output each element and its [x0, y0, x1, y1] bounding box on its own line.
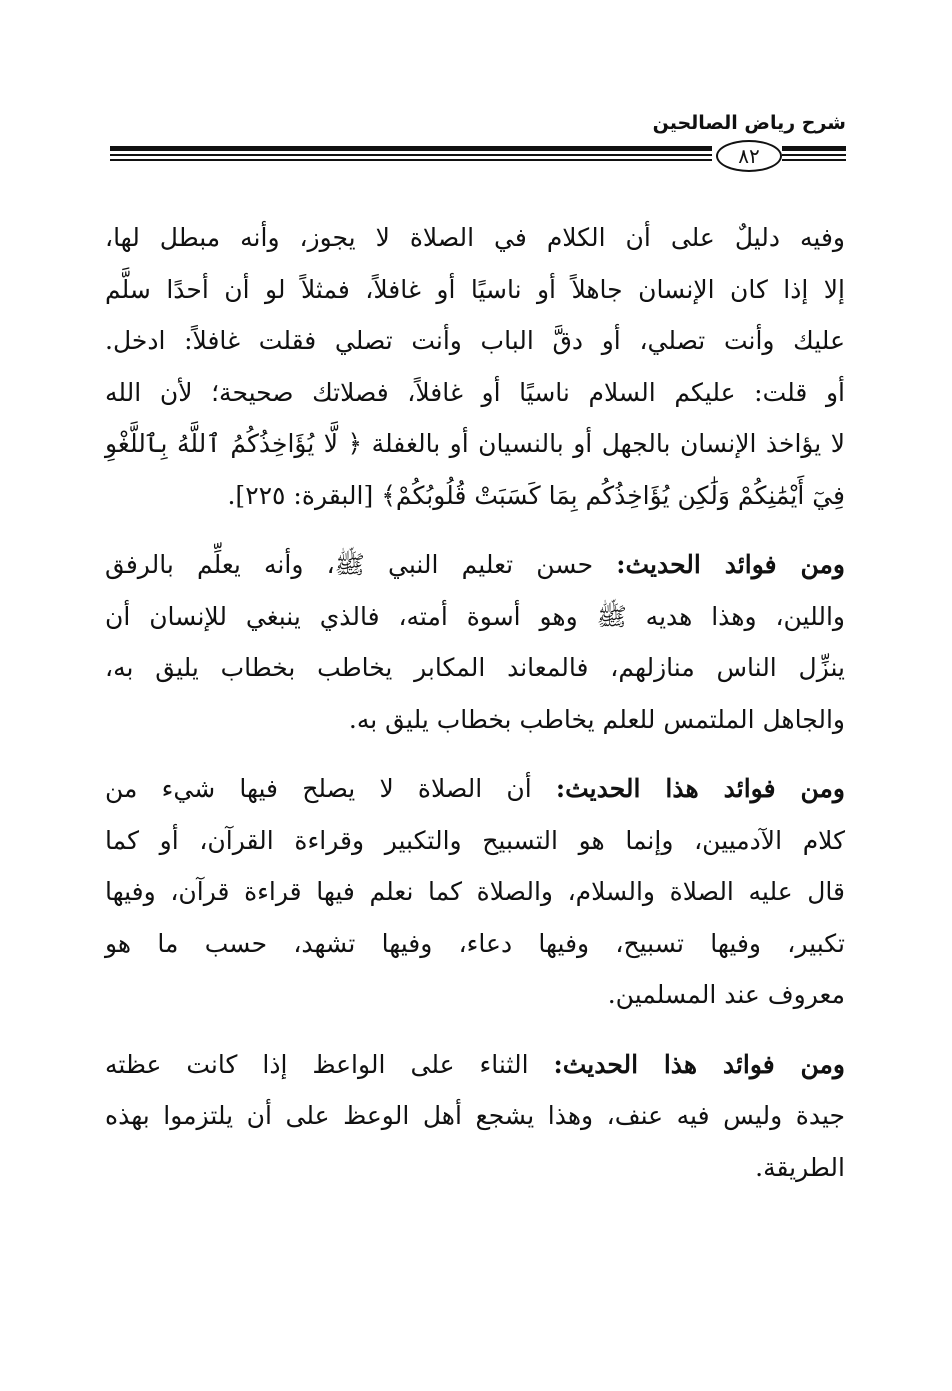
text-line: تكبير، وفيها تسبيح، وفيها دعاء، وفيها تشهد، حسب ما هو — [105, 928, 845, 958]
section-lead: ومن فوائد هذا الحديث: — [553, 1049, 845, 1079]
text-line: إلا إذا كان الإنسان جاهلاً أو ناسيًا أو غافلاً، فمثلاً لو أن أحدًا سلَّم — [105, 274, 845, 304]
text-line: ومن فوائد هذا الحديث: الثناء على الواعظ إذا كانت عظته — [105, 1049, 845, 1079]
text-line: كلام الآدميين، وإنما هو التسبيح والتكبير وقراءة القرآن، أو كما — [105, 825, 845, 855]
text-line — [105, 418, 845, 470]
page-number: ٨٢ — [716, 140, 782, 172]
quran-verse: لا يؤاخذ الإنسان بالجهل أو بالنسيان أو بالغفلة ﴿ لَّا يُؤَاخِذُكُمُ ٱللَّهُ بِٱللَّغْوِ — [105, 429, 845, 458]
section-lead: ومن فوائد هذا الحديث: — [555, 774, 845, 803]
text-line: والجاهل الملتمس للعلم يخاطب بخطاب يليق به. — [348, 704, 845, 734]
page-header — [110, 112, 846, 182]
section-lead: ومن فوائد الحديث: — [616, 550, 846, 579]
text-line: ومن فوائد الحديث: حسن تعليم النبي ﷺ، وأنه يعلِّم بالرفق — [105, 550, 846, 579]
text-line: ينزِّل الناس منازلهم، فالمعاند المكابر يخاطب بخطاب يليق به، — [105, 653, 845, 682]
text-line: وفيه دليلٌ على أن الكلام في الصلاة لا يجوز، وأنه مبطل لها، — [105, 223, 845, 252]
quran-verse: فِيٓ أَيْمَٰنِكُمْ وَلَٰكِن يُؤَاخِذُكُم بِمَا كَسَبَتْ قُلُوبُكُمْ﴾ [البقرة: ٢٢٥]. — [227, 480, 845, 510]
text-line: عليك وأنت تصلي، أو دقَّ الباب وأنت تصلي فقلت غافلاً: ادخل. — [105, 326, 845, 355]
header-rule-short — [782, 146, 846, 162]
text-line: جيدة وليس فيه عنف، وهذا يشجع أهل الوعظ على أن يلتزموا بهذه — [105, 1101, 845, 1130]
book-title: شرح رياض الصالحين — [652, 112, 846, 134]
text-line: واللين، وهذا هديه ﷺ وهو أسوة أمته، فالذي ينبغي للإنسان أن — [105, 601, 845, 631]
text-line: أو قلت: عليكم السلام ناسيًا أو غافلاً، فصلاتك صحيحة؛ لأن الله — [105, 377, 845, 407]
paragraph-1 — [105, 212, 845, 521]
header-rule-long — [110, 146, 712, 162]
paragraph-2 — [105, 539, 845, 745]
text-line: الطريقة. — [755, 1152, 845, 1182]
paragraph-4 — [105, 1039, 845, 1194]
paragraph-3 — [105, 763, 845, 1021]
text-line: قال عليه الصلاة والسلام، والصلاة كما نعلم فيها قراءة قرآن، وفيها — [105, 877, 845, 906]
page-body — [105, 212, 845, 1211]
text-line — [105, 470, 845, 522]
text-line: معروف عند المسلمين. — [607, 980, 845, 1009]
text-line: ومن فوائد هذا الحديث: أن الصلاة لا يصلح فيها شيء من — [105, 774, 845, 803]
